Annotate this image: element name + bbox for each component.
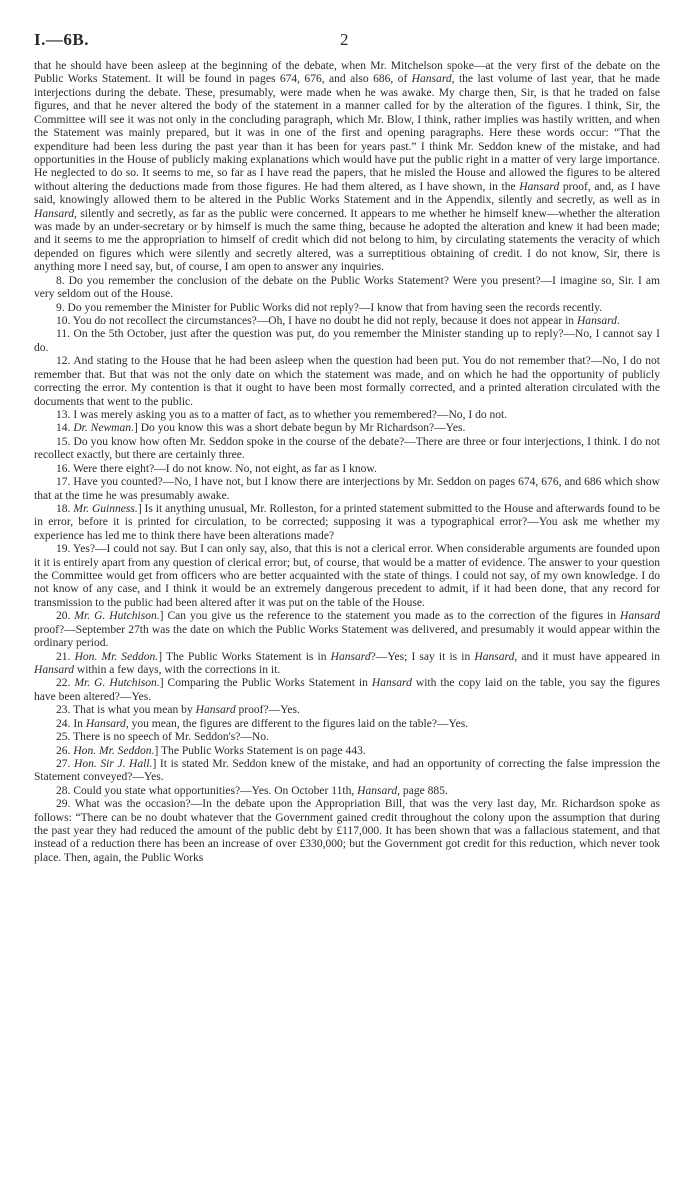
text-run: 29. What was the occasion?—In the debate upon the Appropriation Bill, that was the very last day, Mr. Richardson spoke as follows: “There can be no doubt whatever that the Government gained credit throughout the colony upon the assumption that during the past year they had reduced the amount of the public debt by £117,000. It has been shown that was a fallacious statement, and that instead of a reduction there has been an increase of over £330,000; but the Government got credit for this reduction, which never took place. Then, again, the Public Works — [34, 798, 660, 864]
page-number: 2 — [340, 30, 349, 49]
text-run: 20. — [56, 610, 75, 623]
text-run: 22. — [56, 677, 75, 690]
text-run: proof?—Yes. — [235, 704, 300, 717]
text-run: , page 885. — [397, 784, 448, 797]
question-paragraph — [34, 745, 660, 758]
italic-text: Mr. Guinness. — [73, 502, 138, 515]
text-run: ] The Public Works Statement is on page 443. — [154, 744, 366, 757]
text-run: , silently and secretly, as far as the public were concerned. It appears to me whether he himself knew—whether the alteration was made by an under-secretary or by himself is much the same thing, because he adopted the alteration and knew it had been made; and it seems to me the appropriation to himself of credit which did not belong to him, by circulating statements the veracity of which depended on figures which were silently and secretly altered, was a surreptitious obtaining of credit. I do not know, Sir, there is anything more I need say, but, of course, I am open to answer any inquiries. — [34, 207, 660, 274]
question-paragraph — [34, 302, 660, 315]
question-paragraph — [34, 798, 660, 865]
question-paragraph — [34, 543, 660, 610]
text-run: , the last volume of last year, that he made interjections during the debate. These, presumably, were made when he was awake. My charge then, Sir, is that he traded on false figures, and that he never altered the body of the statement in a manner called for by the alteration of the figures. I think, Sir, the Committee will see it was not only in the concluding paragraph, which Mr. Blow, I think, rather implies was hastily written, and when the Statement was mainly prepared, but it was in one of the first and opening paragraphs. Here these words occur: “That the expenditure had been less during the past year than it has been for years past.” I think Mr. Seddon knew of the mistake, and had opportunities in the House of publicly making explanations which would have put the public right in a matter of very large importance. He neglected to do so. It seems to me, so far as I have read the papers, that he misled the House and allowed the figures to be altered without altering the deductions made from those figures. He had them altered, as I have shown, in the — [34, 73, 660, 193]
question-paragraph — [34, 704, 660, 717]
italic-text: Hansard — [371, 677, 412, 690]
italic-text: Hansard — [330, 650, 371, 663]
italic-text: Hon. Sir J. Hall. — [74, 757, 153, 770]
italic-text: Hansard — [474, 650, 515, 663]
text-run: ] It is stated Mr. Seddon knew of the mistake, and had an opportunity of correcting the false impression the Statement conveyed?—Yes. — [34, 757, 660, 784]
text-run: proof, and, as I have said, knowingly allowed them to be altered in the Public Works Statement and in the Appendix, silently and secretly, as well as in — [34, 180, 660, 207]
text-run: 21. — [56, 650, 75, 663]
page-header — [34, 30, 660, 60]
italic-text: Hansard — [357, 784, 398, 797]
italic-text: Dr. Newman. — [73, 422, 134, 435]
italic-text: Hansard — [519, 180, 560, 193]
text-run: 28. Could you state what opportunities?—Yes. On October 11th, — [56, 784, 358, 797]
question-paragraph — [34, 476, 660, 503]
question-paragraph — [34, 409, 660, 422]
text-run: with the copy laid on the table, you say the figures have been altered?—Yes. — [34, 677, 661, 703]
text-run: that he should have been asleep at the beginning of the debate, when Mr. Mitchelson spoke—at the very first of the debate on the Public Works Statement. It will be found in pages 674, 676, and also 686, of — [34, 60, 660, 86]
question-paragraph — [34, 463, 660, 476]
text-run: 24. In — [56, 717, 86, 730]
text-run: ] Do you know this was a short debate begun by Mr Richardson?—Yes. — [133, 422, 466, 435]
italic-text: Hansard — [85, 717, 126, 730]
italic-text: Hansard — [576, 315, 617, 328]
text-run: ?—Yes; I say it is in — [370, 650, 475, 663]
text-run: ] Comparing the Public Works Statement in — [159, 677, 372, 690]
question-paragraph — [34, 355, 660, 409]
italic-text: Hansard — [195, 704, 236, 717]
question-paragraph — [34, 677, 660, 704]
text-run: 12. And stating to the House that he had been asleep when the question had been put. You do not remember that?—No, I do not remember that. But that was not the only date on which the statement was made, and on which he had the opportunity of publicly correcting the error. My contention is that it ought to have been most formally corrected, and a printed alteration circulated with the documents that went to the public. — [34, 355, 660, 408]
question-paragraph — [34, 651, 660, 678]
italic-text: Hansard — [619, 610, 660, 623]
text-run: 23. That is what you mean by — [56, 704, 196, 717]
text-run: 9. Do you remember the Minister for Public Works did not reply?—I know that from having seen the records recently. — [56, 301, 603, 314]
text-run: 14. — [56, 422, 74, 435]
text-run: 25. There is no speech of Mr. Seddon's?—No. — [56, 731, 269, 744]
question-paragraph — [34, 785, 660, 798]
text-run: 17. Have you counted?—No, I have not, but I know there are interjections by Mr. Seddon on pages 674, 676, and 686 which show that at the time he was presumably awake. — [34, 476, 660, 502]
text-run: , you mean, the figures are different to the figures laid on the table?—Yes. — [125, 717, 469, 730]
question-paragraph — [34, 718, 660, 731]
question-paragraph — [34, 758, 660, 785]
italic-text: Hon. Mr. Seddon. — [74, 650, 159, 663]
question-paragraph — [34, 731, 660, 744]
text-run: ] Can you give us the reference to the statement you made as to the correction of the figures in — [159, 610, 620, 623]
italic-text: Hansard — [34, 663, 74, 676]
text-run: 16. Were there eight?—I do not know. No, not eight, as far as I know. — [56, 462, 377, 475]
text-run: 13. I was merely asking you as to a matter of fact, as to whether you remembered?—No, I do not. — [56, 408, 508, 421]
italic-text: Hansard — [411, 73, 452, 86]
question-paragraph — [34, 436, 660, 463]
continued-paragraph — [34, 60, 660, 275]
text-run: 18. — [56, 502, 74, 515]
text-run: 15. Do you know how often Mr. Seddon spoke in the course of the debate?—There are three or four interjections, I think. I do not recollect exactly, but there are certainly three. — [34, 435, 660, 462]
body-text — [34, 60, 660, 865]
question-paragraph — [34, 422, 660, 435]
text-run: , and it must have appeared in — [514, 650, 660, 663]
question-paragraph — [34, 315, 660, 328]
text-run: 10. You do not recollect the circumstances?—Oh, I have no doubt he did not reply, because it does not appear in — [56, 315, 577, 328]
italic-text: Mr. G. Hutchison. — [74, 610, 160, 623]
text-run: 26. — [56, 744, 74, 757]
italic-text: Hon. Mr. Seddon. — [73, 744, 155, 757]
document-reference: I.—6B. — [34, 30, 89, 49]
italic-text: Mr. G. Hutchison. — [74, 677, 160, 690]
text-run: ] Is it anything unusual, Mr. Rolleston, for a printed statement submitted to the House and afterwards found to be in error, before it is printed for circulation, to be corrected; supposing it was a typographical error?—You ask me whether my experience has led me to think there have been alterations made? — [34, 502, 660, 542]
text-run: 27. — [56, 757, 75, 770]
question-paragraph — [34, 610, 660, 650]
question-paragraph — [34, 328, 660, 355]
text-run: 19. Yes?—I could not say. But I can only say, also, that this is not a clerical error. When considerable arguments are founded upon it it is entirely apart from any question of clerical error; but, of course, that would be a matter of evidence. The answer to your question the Committee would get from officers who are better acquainted with the state of things. I could not say, of my own knowledge. I do not know of any case, and I think it would be an extremely dangerous precedent to admit, if it had been done, that any record for transmission to the public had been altered after it was put on the table of the House. — [34, 543, 660, 609]
text-run: 11. On the 5th October, just after the question was put, do you remember the Minister standing up to reply?—No, I cannot say I do. — [34, 328, 660, 354]
text-run: ] The Public Works Statement is in — [158, 650, 331, 663]
question-paragraph — [34, 503, 660, 543]
italic-text: Hansard — [34, 207, 74, 220]
text-run: within a few days, with the corrections in it. — [74, 663, 281, 676]
question-paragraph — [34, 275, 660, 302]
text-run: proof?—September 27th was the date on which the Public Works Statement was delivered, and presumably it would appear within the ordinary period. — [34, 623, 660, 650]
text-run: . — [616, 315, 620, 328]
text-run: 8. Do you remember the conclusion of the debate on the Public Works Statement? Were you present?—I imagine so, Sir. I am very seldom out of the House. — [34, 274, 660, 301]
